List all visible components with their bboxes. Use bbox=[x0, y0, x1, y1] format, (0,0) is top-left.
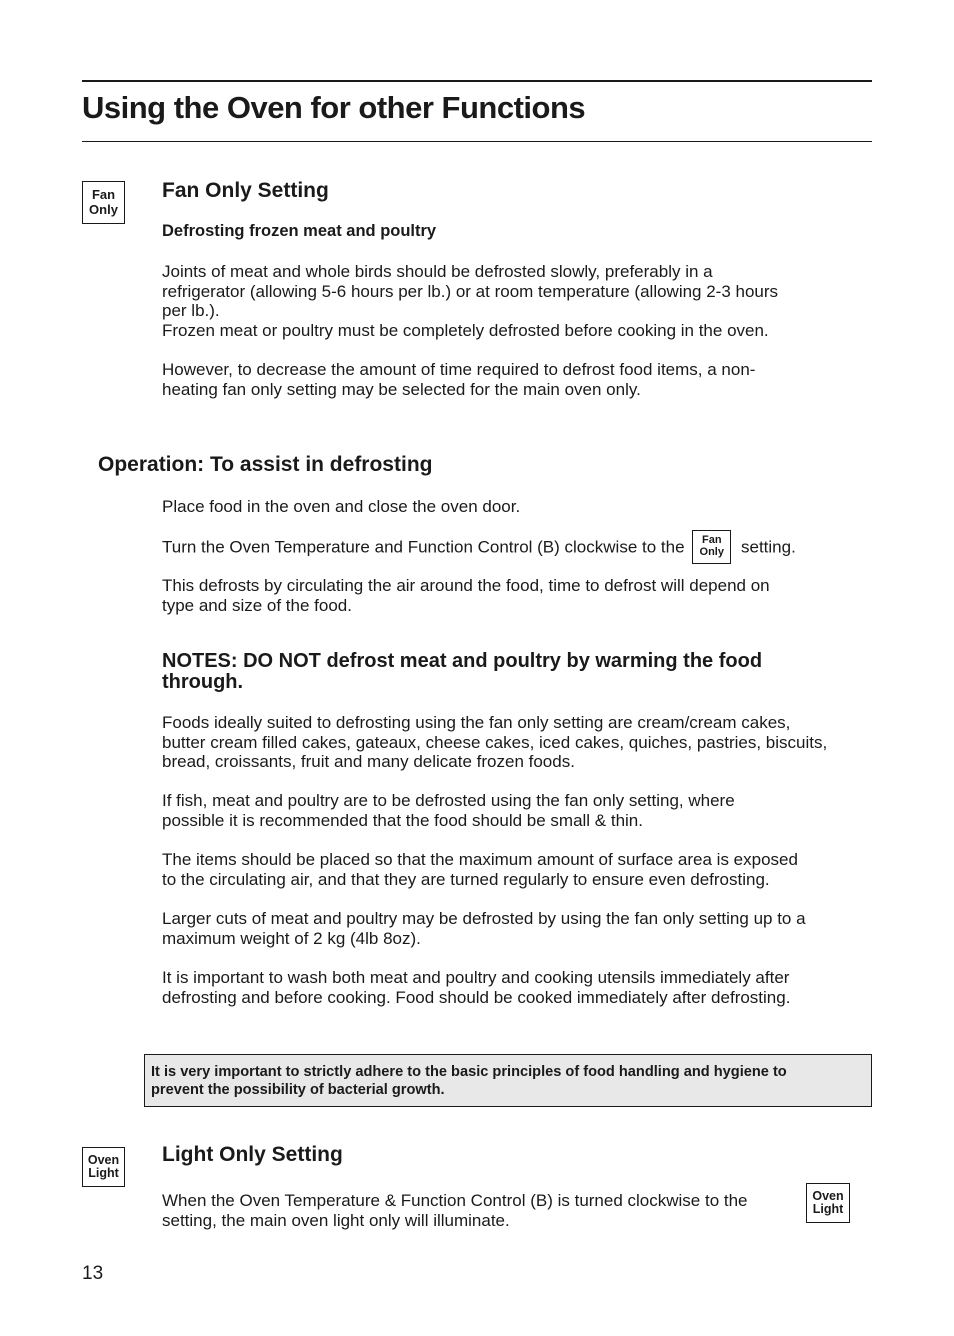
notes-paragraph-1: Foods ideally suited to defrosting using the fan only setting are cream/cream cakes, butter cream filled cakes, gateaux, cheese cakes, iced cakes, quiches, pastries, biscuits, bread, croissants, fruit and many delicate frozen foods. bbox=[162, 713, 828, 772]
title-underline bbox=[82, 141, 872, 142]
operation-step-2: Turn the Oven Temperature and Function Control (B) clockwise to the Fan Only setting. bbox=[162, 531, 874, 565]
light-only-heading: Light Only Setting bbox=[162, 1143, 343, 1166]
operation-heading: Operation: To assist in defrosting bbox=[98, 453, 433, 476]
oven-light-icon: Oven Light bbox=[82, 1147, 125, 1187]
notes-paragraph-2: If fish, meat and poultry are to be defrosted using the fan only setting, where possible it is recommended that the food should be small & thin. bbox=[162, 791, 735, 830]
light-only-paragraph: When the Oven Temperature & Function Control (B) is turned clockwise to the setting, the main oven light only will illuminate. bbox=[162, 1191, 748, 1230]
operation-step-1: Place food in the oven and close the oven door. bbox=[162, 497, 521, 516]
fan-only-inline-icon: Fan Only bbox=[692, 530, 731, 564]
defrosting-subheading: Defrosting frozen meat and poultry bbox=[162, 222, 437, 240]
page-number: 13 bbox=[82, 1263, 104, 1284]
notes-paragraph-3: The items should be placed so that the maximum amount of surface area is exposed to the circulating air, and that they are turned regularly to ensure even defrosting. bbox=[162, 850, 798, 889]
hygiene-warning-box: It is very important to strictly adhere to the basic principles of food handling and hygiene to prevent the possibility of bacterial growth. bbox=[144, 1054, 872, 1107]
fan-only-paragraph-1: Joints of meat and whole birds should be defrosted slowly, preferably in a refrigerator (allowing 5-6 hours per lb.) or at room temperature (allowing 2-3 hours per lb.). Frozen meat or poultry must be completely defrosted before cooking in the oven. bbox=[162, 262, 779, 340]
top-rule bbox=[82, 80, 872, 82]
fan-only-heading: Fan Only Setting bbox=[162, 179, 329, 202]
notes-heading: NOTES: DO NOT defrost meat and poultry by warming the food through. bbox=[162, 650, 763, 693]
page-title: Using the Oven for other Functions bbox=[82, 90, 586, 125]
fan-only-paragraph-2: However, to decrease the amount of time required to defrost food items, a non- heating fan only setting may be selected for the main oven only. bbox=[162, 360, 756, 399]
fan-only-icon: Fan Only bbox=[82, 181, 125, 224]
notes-paragraph-4: Larger cuts of meat and poultry may be defrosted by using the fan only setting up to a maximum weight of 2 kg (4lb 8oz). bbox=[162, 909, 806, 948]
oven-light-inline-icon: Oven Light bbox=[806, 1183, 850, 1223]
notes-paragraph-5: It is important to wash both meat and poultry and cooking utensils immediately after defrosting and before cooking. Food should be cooked immediately after defrosting. bbox=[162, 968, 791, 1007]
operation-step-3: This defrosts by circulating the air around the food, time to defrost will depend on type and size of the food. bbox=[162, 576, 770, 615]
